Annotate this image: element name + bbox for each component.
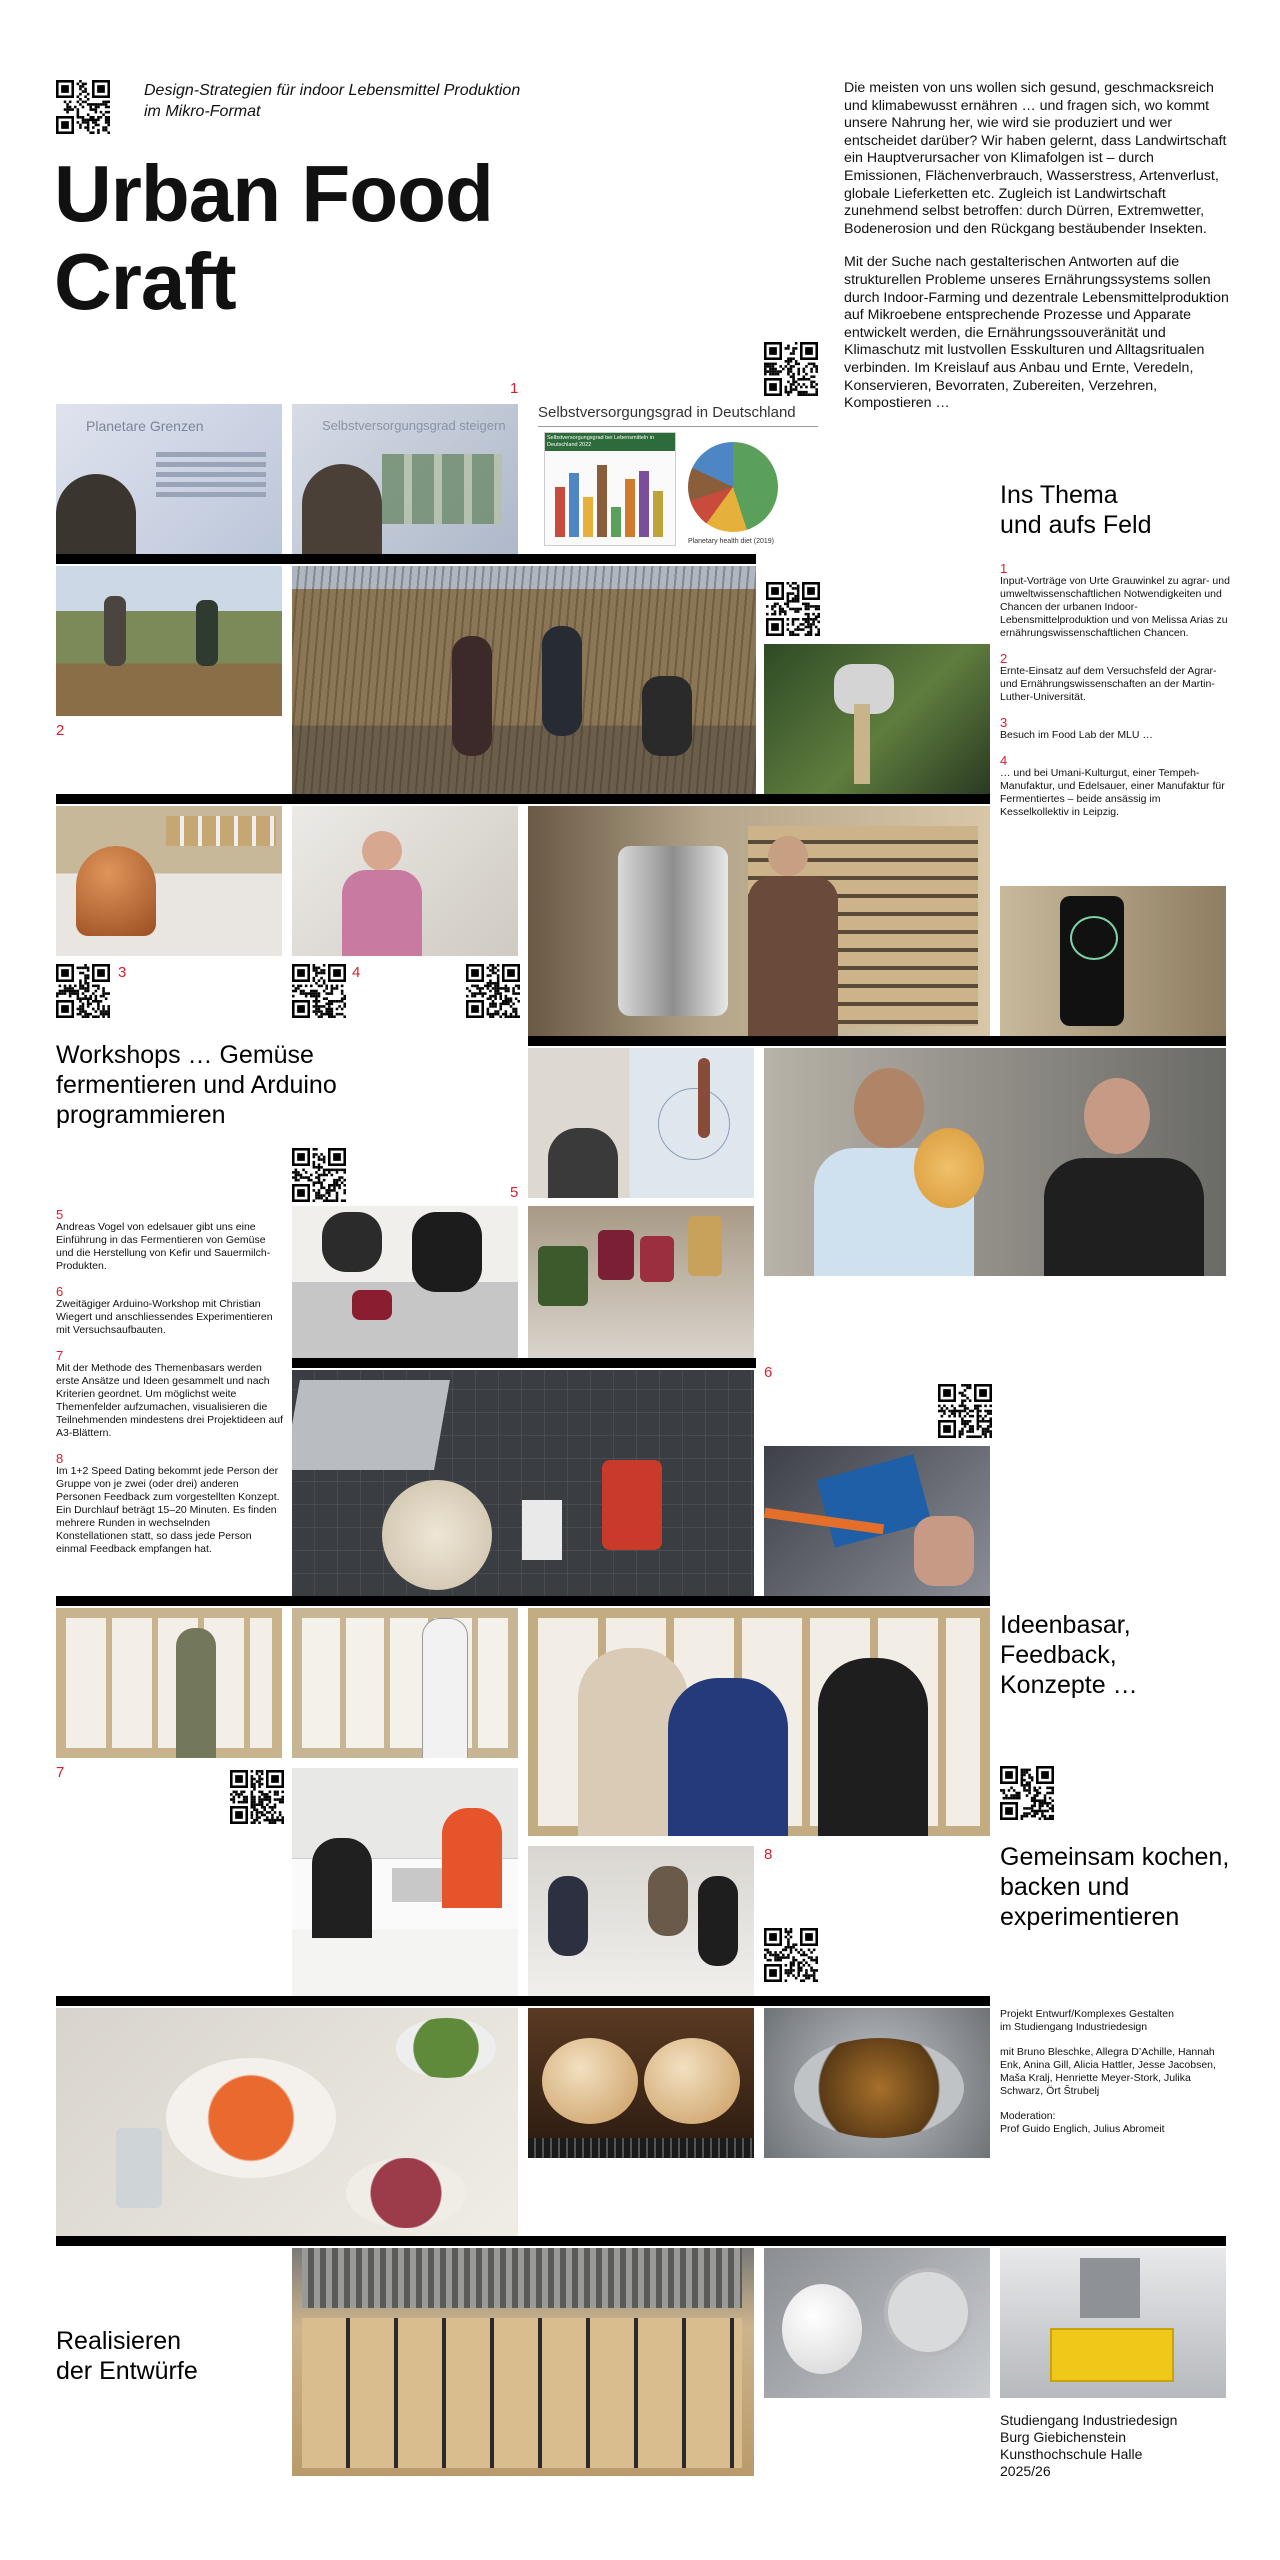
chart-subtitle: Selbstversorgungsgrad bei Lebensmitteln in Deutschland 2022 xyxy=(545,433,675,451)
qr-code-arduino xyxy=(938,1384,992,1438)
photo-fermented-experiment xyxy=(764,2008,990,2158)
divider-bar-2 xyxy=(56,794,990,804)
qr-code-workshops xyxy=(292,1148,346,1202)
intro-paragraph-2: Mit der Suche nach gestalterischen Antworten auf die strukturellen Probleme unseres Ernährungssystems sollen durch Indoor-Farming und dezentrale Lebensmittelproduktion auf Mikroebene entsprechende Prozesse und Apparate entwickelt werden, die Ernährungssouveränität und Klimaschutz mit lustvollen Esskulturen und Alltagsritualen verbinden. Im Kreislauf aus Anbau und Ernte, Veredeln, Konservieren, Bevorraten, Zubereiten, Verzehren, Kompostieren … xyxy=(844,254,1229,412)
number-3: 3 xyxy=(118,964,127,981)
qr-code-header xyxy=(56,80,110,134)
slide-title-1: Planetare Grenzen xyxy=(86,418,204,434)
photo-ideenbasar-1 xyxy=(56,1608,282,1758)
photo-food-lab-kettle xyxy=(56,806,282,956)
qr-code-speed-dating xyxy=(764,1928,818,1982)
divider-bar-5 xyxy=(56,1596,990,1606)
captions-workshops xyxy=(56,1208,284,1568)
photo-ideenbasar-3 xyxy=(528,1608,990,1836)
chart-selbstversorgungsgrad xyxy=(528,404,828,554)
number-5: 5 xyxy=(510,1184,519,1201)
captions-thema xyxy=(1000,562,1230,831)
caption-7: 7 Mit der Methode des Themenbasars werden erste Ansätze und Ideen gesammelt und nach Kriterien geordnet. Um möglichst weite Themenfelder aufzumachen, visualisieren die Teilnehmenden mindestens drei Projektideen auf A3-Blättern. xyxy=(56,1348,284,1439)
page-title-line-2: Craft xyxy=(54,237,236,326)
section-title-realisieren: Realisieren der Entwürfe xyxy=(56,2327,198,2385)
qr-code-ideen xyxy=(230,1770,284,1824)
photo-baked-bread xyxy=(528,2008,754,2158)
caption-6: 6 Zweitägiger Arduino-Workshop mit Christian Wiegert und anschliessendes Experimentieren mit Versuchsaufbauten. xyxy=(56,1284,273,1336)
number-6: 6 xyxy=(764,1364,773,1381)
photo-arduino-setup xyxy=(292,1370,754,1596)
footer-line-3: Kunsthochschule Halle xyxy=(1000,2446,1143,2462)
photo-speed-dating xyxy=(528,1846,754,1996)
qr-code-intro xyxy=(764,342,818,396)
caption-8: 8 Im 1+2 Speed Dating bekommt jede Person der Gruppe von je zwei (oder drei) anderen Personen Feedback zum vorgestellten Konzept. Ein Durchlauf beträgt 15–20 Minuten. Es finden mehrere Runden in wechselnden Konstellationen statt, so dass jede Person einmal Feedback empfangen hat. xyxy=(56,1451,280,1555)
photo-field-harvest-small xyxy=(56,566,282,716)
photo-3d-print-parts xyxy=(764,2248,990,2398)
photo-fermentation-presentation xyxy=(528,1048,754,1198)
caption-2: 2 Ernte-Einsatz auf dem Versuchsfeld der Agrar- und Ernährungswissenschaften an der Martin-Luther-Universität. xyxy=(1000,651,1217,703)
diet-label: Planetary health diet (2019) xyxy=(688,538,774,545)
photo-phone-fermenter xyxy=(1000,886,1226,1036)
qr-code-kochen xyxy=(1000,1766,1054,1820)
footer-line-2: Burg Giebichenstein xyxy=(1000,2429,1127,2445)
photo-hands-roots xyxy=(764,644,990,794)
footer-line-4: 2025/26 xyxy=(1000,2463,1051,2479)
page-title-line-1: Urban Food xyxy=(54,149,493,238)
photo-slide-planetare-grenzen xyxy=(56,404,282,554)
photo-arduino-board xyxy=(764,1446,990,1596)
caption-1: 1 Input-Vorträge von Urte Grauwinkel zu agrar- und umweltwissenschaftlichen Notwendigkeiten und Chancen der urbanen Indoor-Lebensmittelproduktion und von Melissa Arias zu ernährungswissenschaftlichen Chancen. xyxy=(1000,561,1230,639)
intro-text xyxy=(844,80,1234,429)
number-4: 4 xyxy=(352,964,361,981)
number-7: 7 xyxy=(56,1764,65,1781)
divider-bar-1 xyxy=(56,554,756,564)
divider-bar-3 xyxy=(528,1036,1226,1046)
section-title-workshops: Workshops … Gemüse fermentieren und Arduino programmieren xyxy=(56,1041,337,1129)
number-1: 1 xyxy=(510,380,519,397)
subtitle xyxy=(144,80,520,122)
caption-3: 3 Besuch im Food Lab der MLU … xyxy=(1000,715,1153,741)
credits-moderation: Moderation: Prof Guido Englich, Julius Abromeit xyxy=(1000,2110,1165,2135)
slide-title-2: Selbstversorgungsgrad steigern xyxy=(322,418,506,433)
photo-fermentation-speakers xyxy=(764,1048,1226,1276)
qr-code-field xyxy=(766,582,820,636)
caption-4: 4 … und bei Umani-Kulturgut, einer Tempeh-Manufaktur, und Edelsauer, einer Manufaktur für Fermentiertes – beide ansässig im Kesselkollektiv in Leipzig. xyxy=(1000,753,1225,818)
caption-5: 5 Andreas Vogel von edelsauer gibt uns eine Einführung in das Fermentieren von Gemüse und die Herstellung von Kefir und Sauermilch-Produkten. xyxy=(56,1207,271,1272)
intro-paragraph-1: Die meisten von uns wollen sich gesund, geschmacksreich und klimabewusst ernähren … und fragen sich, wo kommt unsere Nahrung her, wie wird sie produziert und wer entscheidet darüber? Wir haben gelernt, dass Landwirtschaft ein Hauptverursacher von Klimafolgen ist – durch Emissionen, Flächenverbrauch, Wasserstress, Artenverlust, globale Lieferketten etc. Zugleich ist Landwirtschaft zunehmend selbst betroffen: durch Dürren, Extremwetter, Bodenerosion und den Rückgang bestäubender Insekten. xyxy=(844,80,1227,237)
qr-code-foodlab-2 xyxy=(292,964,346,1018)
page-title xyxy=(54,150,493,326)
section-title-ideen: Ideenbasar, Feedback, Konzepte … xyxy=(1000,1611,1138,1699)
qr-code-foodlab-3 xyxy=(466,964,520,1018)
number-2: 2 xyxy=(56,722,65,739)
credits-participants: mit Bruno Bleschke, Allegra D’Achille, Hannah Enk, Anina Gill, Alicia Hattler, Jesse Jacobsen, Maša Kralj, Henriette Meyer-Stork, Julika Schwarz, Ört Štrubelj xyxy=(1000,2046,1216,2097)
credits xyxy=(1000,2008,1230,2148)
footer-line-1: Studiengang Industriedesign xyxy=(1000,2412,1178,2428)
photo-fermentation-jars xyxy=(528,1206,754,1358)
photo-fermentation-hands xyxy=(292,1206,518,1358)
photo-slide-selbstversorgung xyxy=(292,404,518,554)
section-title-thema: Ins Thema und aufs Feld xyxy=(1000,481,1152,539)
divider-bar-4 xyxy=(292,1358,756,1368)
divider-bar-6 xyxy=(56,1996,990,2006)
photo-3d-printer xyxy=(1000,2248,1226,2398)
photo-ideenbasar-2 xyxy=(292,1608,518,1758)
subtitle-line-2: im Mikro-Format xyxy=(144,103,261,120)
photo-tempeh-manufaktur xyxy=(528,806,990,1044)
footer-institution xyxy=(1000,2412,1177,2480)
photo-food-lab-speaker xyxy=(292,806,518,956)
number-8: 8 xyxy=(764,1846,773,1863)
photo-cooking-dishes xyxy=(56,2008,518,2236)
credits-project: Projekt Entwurf/Komplexes Gestalten im Studiengang Industriedesign xyxy=(1000,2008,1174,2033)
chart-title: Selbstversorgungsgrad in Deutschland xyxy=(538,404,796,421)
subtitle-line-1: Design-Strategien für indoor Lebensmittel Produktion xyxy=(144,82,521,99)
qr-code-foodlab-1 xyxy=(56,964,110,1018)
photo-feedback-table xyxy=(292,1768,518,1996)
section-title-kochen: Gemeinsam kochen, backen und experimentieren xyxy=(1000,1843,1230,1931)
divider-bar-7 xyxy=(56,2236,1226,2246)
photo-laser-cut-panels xyxy=(292,2248,754,2476)
photo-field-harvest-large xyxy=(292,566,756,794)
